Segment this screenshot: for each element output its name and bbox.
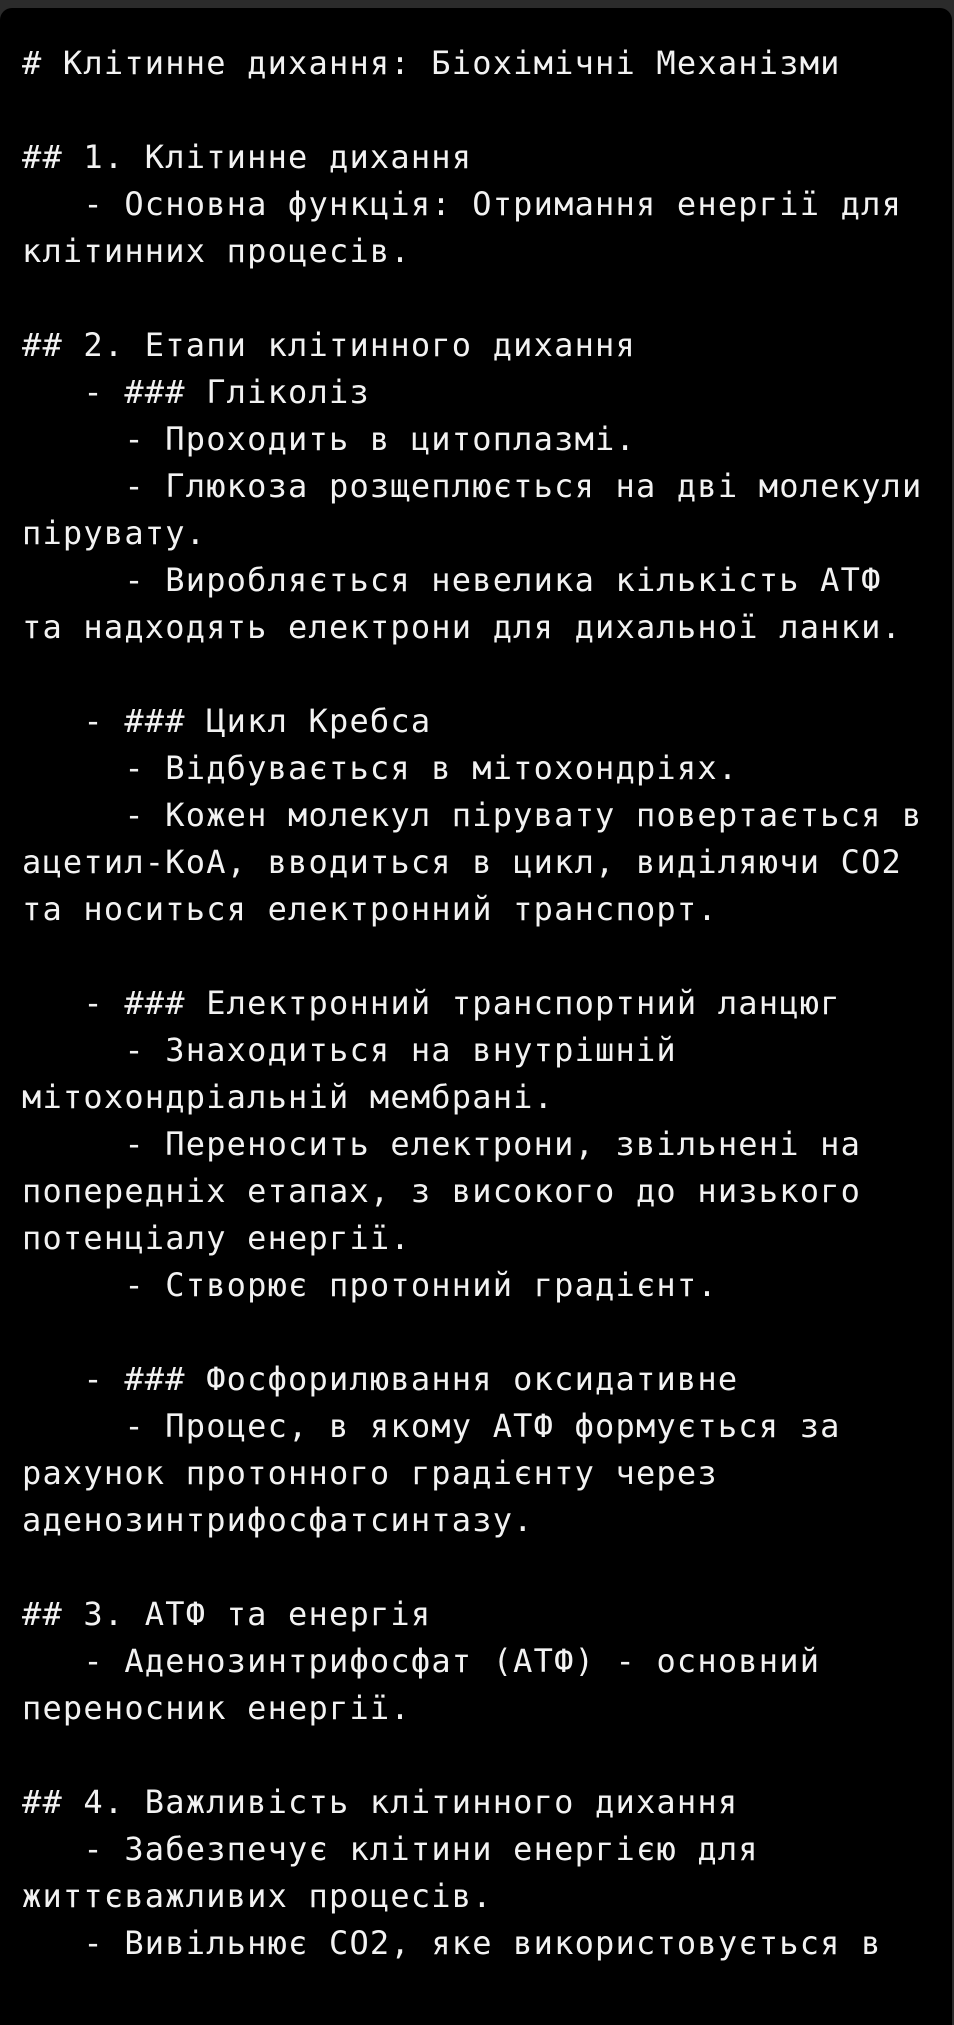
code-block <box>0 8 952 2025</box>
markdown-text: # Клітинне дихання: Біохімічні Механізми ## 1. Клітинне дихання - Основна функція: Отримання енергії для клітинних процесів. ## 2. Етапи клітинного дихання - ### Гліколіз - Проходить в цитоплазмі. - Глюкоза розщеплюється на дві молекули пірувату. - Виробляється невелика кількість АТФ та надходять електрони для дихальної ланки. - ### Цикл Кребса - Відбувається в мітохондріях. - Кожен молекул пірувату повертається в ацетил-КоА, вводиться в цикл, виділяючи CO2 та носиться електронний транспорт. - ### Електронний транспортний ланцюг - Знаходиться на внутрішній мітохондріальній мембрані. - Переносить електрони, звільнені на попередніх етапах, з високого до низького потенціалу енергії. - Створює протонний градієнт. - ### Фосфорилювання оксидативне - Процес, в якому АТФ формується за рахунок протонного градієнту через аденозинтрифосфатсинтазу. ## 3. АТФ та енергія - Аденозинтрифосфат (АТФ) - основний переносник енергії. ## 4. Важливість клітинного дихання - Забезпечує клітини енергією для життєважливих процесів. - Вивільнює CO2, яке використовується в <box>22 44 923 1962</box>
